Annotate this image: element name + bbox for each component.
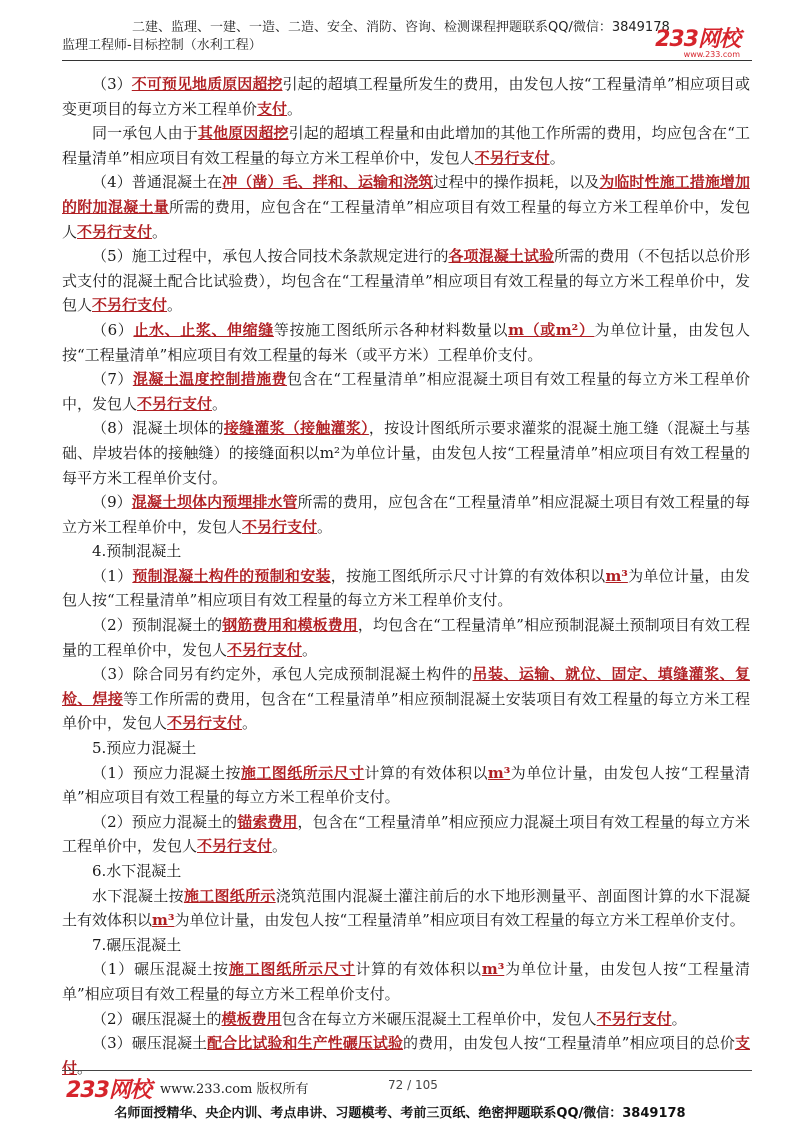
paragraph (62, 810, 750, 859)
text-run: （2）预应力混凝土的 (92, 812, 238, 831)
key-phrase: 不另行支付 (92, 296, 168, 315)
paragraph (62, 170, 750, 244)
key-phrase: 不另行支付 (474, 148, 550, 167)
text-run: 为单位计量，由发包人按“工程量清单”相应项目有效工程量的每立方米工程单价支付。 (174, 911, 745, 930)
text-run: （3）碾压混凝土 (92, 1034, 208, 1053)
key-phrase: 不另行支付 (197, 837, 273, 856)
key-phrase: 混凝土温度控制措施费 (132, 370, 288, 389)
paragraph (62, 1007, 750, 1032)
text-run: ，按设计图纸所示要求灌浆的混凝土施工缝（混凝土与基础、岸坡岩体的接触缝）的接缝面积以m²为单位计量，由发包人按“工程量清单”相应项目有效工程量的每平方米工程单价支付。 (62, 419, 750, 487)
header-contact-line: 二建、监理、一建、一造、二造、安全、消防、咨询、检测课程押题联系QQ/微信：3849178 (132, 20, 670, 35)
text-run: 4.预制混凝土 (92, 542, 182, 561)
text-run: 7.碾压混凝土 (92, 935, 182, 954)
text-run: （9） (92, 493, 132, 512)
key-phrase: 不另行支付 (227, 640, 303, 659)
paragraph (62, 564, 750, 613)
key-phrase: 锚索费用 (237, 812, 298, 831)
key-phrase: 为临时性施工措施增加的附加混凝土量 (62, 173, 750, 216)
paragraph (62, 121, 750, 170)
text-run: 。 (272, 837, 288, 856)
paragraph (62, 318, 750, 367)
text-run: 为单位计量，由发包人按“工程量清单”相应项目有效工程量的每米（或平方米）工程单价支付。 (62, 320, 750, 364)
text-run: （1）碾压混凝土按 (92, 960, 229, 979)
key-phrase: 其他原因超挖 (197, 124, 289, 143)
text-run: 等按施工图纸所示各种材料数量以 (273, 320, 509, 339)
text-run: ，按施工图纸所示尺寸计算的有效体积以 (330, 566, 606, 585)
text-run: 的费用，由发包人按“工程量清单”相应项目的总价 (403, 1034, 735, 1053)
paragraph (62, 539, 750, 564)
footer-slogan: 名师面授精华、央企内训、考点串讲、习题模考、考前三页纸、绝密押题联系QQ/微信：3849178 (114, 1106, 686, 1121)
text-run: 所需的费用，应包含在“工程量清单”相应混凝土项目有效工程量的每立方米工程单价中，发包人 (62, 493, 750, 536)
key-phrase: 施工图纸所示尺寸 (228, 960, 356, 979)
key-phrase: 不另行支付 (596, 1009, 672, 1028)
text-run: （2）预制混凝土的 (92, 616, 223, 635)
key-phrase: 冲（凿）毛、拌和、运输和浇筑 (222, 173, 434, 192)
text-run: 。 (671, 1009, 687, 1028)
key-phrase: m³ (487, 763, 511, 782)
paragraph (62, 72, 750, 121)
paragraph (62, 761, 750, 810)
text-run: （8）混凝土坝体的 (92, 419, 224, 438)
key-phrase: 配合比试验和生产性碾压试验 (207, 1034, 404, 1053)
text-run: 。 (549, 148, 565, 167)
text-run: 等工作所需的费用，包含在“工程量清单”相应预制混凝土安装项目有效工程量的每立方米工程单价中，发包人 (62, 689, 750, 733)
text-run: 计算的有效体积以 (355, 960, 482, 979)
text-run: （1） (92, 566, 133, 585)
text-run: （3） (92, 75, 132, 93)
footer-copyright: www.233.com 版权所有 (160, 1082, 309, 1097)
text-run: （7） (92, 370, 133, 389)
page-header (62, 16, 752, 60)
text-run: 。 (212, 394, 228, 413)
text-run: ，均包含在“工程量清单”相应预制混凝土预制项目有效工程量的工程单价中，发包人 (62, 616, 750, 659)
key-phrase: 预制混凝土构件的预制和安装 (132, 566, 331, 585)
key-phrase: 不另行支付 (137, 394, 213, 413)
text-run: 计算的有效体积以 (364, 763, 488, 782)
text-run: 包含在“工程量清单”相应混凝土项目有效工程量的每立方米工程单价中，发包人 (62, 370, 750, 413)
page-number: 72 / 105 (388, 1078, 438, 1092)
key-phrase: 不另行支付 (77, 222, 153, 241)
paragraph (62, 613, 750, 662)
paragraph (62, 1031, 750, 1080)
paragraph (62, 859, 750, 884)
text-run: （4）普通混凝土在 (92, 173, 223, 192)
paragraph (62, 244, 750, 318)
text-run: 引起的超填工程量所发生的费用，由发包人按“工程量清单”相应项目或变更项目的每立方米工程单价 (62, 75, 751, 118)
paragraph (62, 933, 750, 958)
paragraph (62, 367, 750, 416)
key-phrase: 模板费用 (221, 1009, 282, 1028)
key-phrase: 接缝灌浆（接触灌浆） (223, 419, 369, 438)
text-run: 6.水下混凝土 (92, 862, 182, 880)
paragraph (62, 884, 750, 933)
text-run: （5）施工过程中，承包人按合同技术条款规定进行的 (92, 247, 449, 266)
key-phrase: 混凝土坝体内预埋排水管 (131, 493, 298, 512)
header-divider (62, 60, 752, 61)
text-run: 包含在每立方米碾压混凝土工程单价中，发包人 (281, 1009, 597, 1028)
paragraph (62, 490, 750, 539)
text-run: 。 (287, 99, 303, 118)
key-phrase: 支付 (257, 99, 288, 118)
paragraph (62, 736, 750, 761)
key-phrase: 吊装、运输、就位、固定、填缝灌浆、复检、焊接 (62, 665, 750, 708)
document-body (62, 72, 750, 1080)
text-run: 引起的超填工程量和由此增加的其他工作所需的费用，均应包含在“工程量清单”相应项目有效工程量的每立方米工程单价中，发包人 (62, 124, 750, 167)
paragraph (62, 416, 750, 490)
key-phrase: m（或m²） (508, 320, 595, 339)
text-run: （1）预应力混凝土按 (92, 763, 241, 782)
text-run: 。 (152, 222, 168, 241)
key-phrase: 不另行支付 (167, 714, 243, 733)
text-run: 5.预应力混凝土 (92, 739, 197, 758)
text-run: 。 (77, 1058, 93, 1077)
key-phrase: 各项混凝土试验 (448, 247, 555, 266)
key-phrase: 支付 (62, 1034, 750, 1077)
paragraph (62, 662, 750, 736)
key-phrase: 止水、止浆、伸缩缝 (133, 320, 274, 339)
text-run: （6） (92, 320, 134, 339)
header-subject: 监理工程师-目标控制（水利工程） (62, 38, 262, 53)
key-phrase: m³ (481, 960, 505, 979)
text-run: 。 (167, 296, 183, 315)
text-run: 。 (317, 517, 333, 536)
text-run: 所需的费用，应包含在“工程量清单”相应项目有效工程量的每立方米工程单价中，发包人 (62, 197, 750, 241)
key-phrase: m³ (152, 911, 175, 930)
key-phrase: 钢筋费用和模板费用 (222, 616, 358, 635)
key-phrase: m³ (605, 566, 628, 585)
key-phrase: 施工图纸所示尺寸 (240, 763, 365, 782)
text-run: 过程中的操作损耗，以及 (433, 173, 600, 192)
paragraph (62, 957, 750, 1006)
text-run: （3）除合同另有约定外，承包人完成预制混凝土构件的 (92, 665, 473, 684)
key-phrase: 不可预见地质原因超挖 (131, 75, 283, 93)
text-run: 浇筑范围内混凝土灌注前后的水下地形测量平、剖面图计算的水下混凝土有效体积以 (62, 886, 750, 930)
text-run: 为单位计量，由发包人按“工程量清单”相应项目有效工程量的每立方米工程单价支付。 (62, 763, 750, 807)
footer-logo: 233网校 (66, 1078, 151, 1103)
text-run: 。 (302, 640, 318, 659)
text-run: 所需的费用（不包括以总价形式支付的混凝土配合比试验费），均包含在“工程量清单”相应项目有效工程量的每立方米工程单价中，发包人 (62, 247, 750, 315)
key-phrase: 不另行支付 (242, 517, 318, 536)
text-run: 为单位计量，由发包人按“工程量清单”相应项目有效工程量的每立方米工程单价支付。 (62, 566, 750, 610)
text-run: ，包含在“工程量清单”相应预应力混凝土项目有效工程量的每立方米工程单价中，发包人 (62, 812, 750, 856)
text-run: 同一承包人由于 (92, 124, 198, 143)
footer-divider (62, 1070, 752, 1071)
key-phrase: 施工图纸所示 (183, 886, 276, 905)
text-run: （2）碾压混凝土的 (92, 1009, 222, 1028)
brand-logo[interactable]: 233网校 www.233.com (655, 27, 740, 59)
text-run: 水下混凝土按 (92, 886, 184, 905)
text-run: 为单位计量，由发包人按“工程量清单”相应项目有效工程量的每立方米工程单价支付。 (62, 960, 750, 1003)
text-run: 。 (242, 714, 258, 733)
